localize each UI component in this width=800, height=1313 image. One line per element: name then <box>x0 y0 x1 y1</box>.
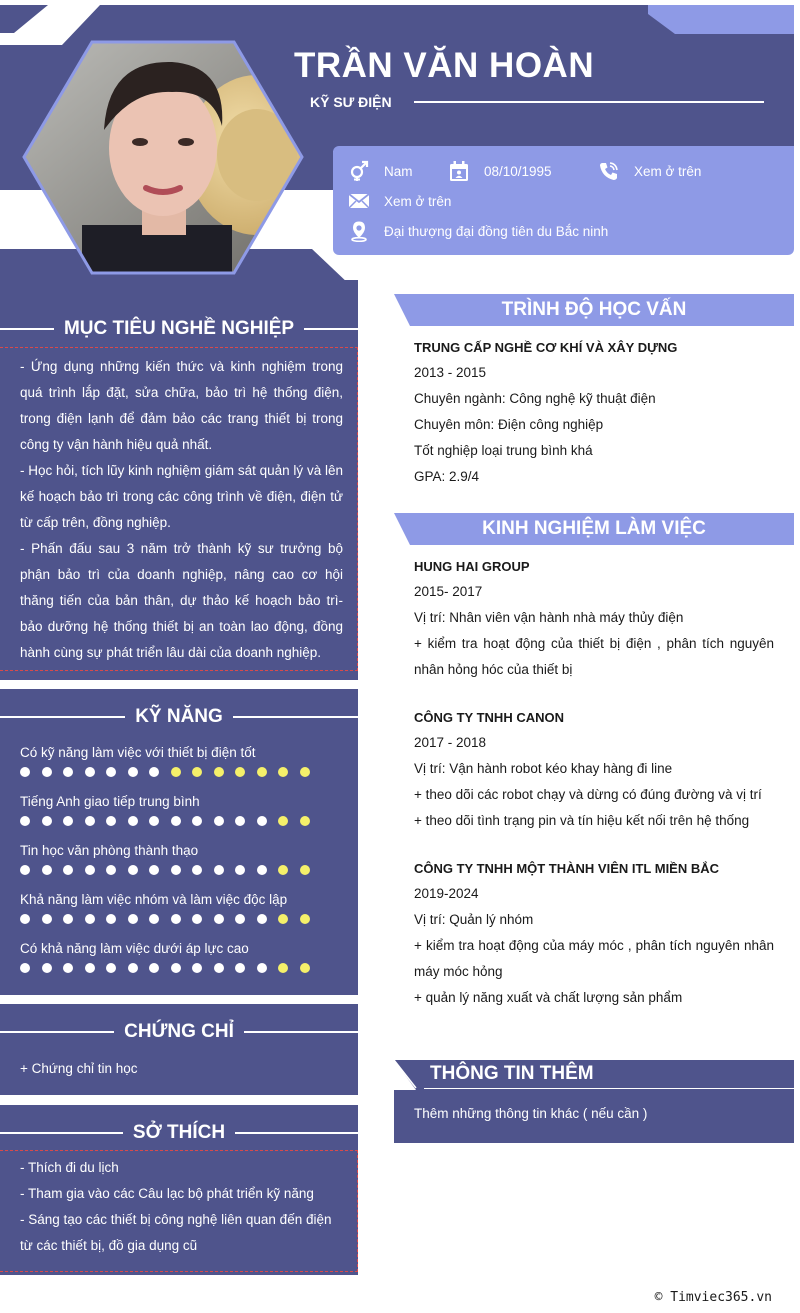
heading-rule <box>0 1132 123 1134</box>
skill-dot-filled <box>149 865 159 875</box>
skill-dot-filled <box>63 963 73 973</box>
skill-dot-filled <box>106 914 116 924</box>
skill-dot-filled <box>42 816 52 826</box>
job-task: + kiểm tra hoạt động của máy móc , phân tích nguyên nhân máy móc hỏng <box>414 938 774 979</box>
skill-dot-filled <box>171 963 181 973</box>
location-icon <box>348 220 370 242</box>
job-company: CÔNG TY TNHH MỘT THÀNH VIÊN ITL MIỀN BẮC <box>414 861 720 876</box>
skill-dot-filled <box>192 816 202 826</box>
hobby-item: - Sáng tạo các thiết bị công nghệ liên quan đến điện từ các thiết bị, đồ gia dụng cũ <box>20 1212 332 1253</box>
hobbies-body <box>0 1150 358 1272</box>
phone-icon <box>598 160 620 182</box>
contact-email-value: Xem ở trên <box>384 193 452 209</box>
skill-dot-filled <box>63 816 73 826</box>
avatar <box>22 40 304 275</box>
skill-dot-filled <box>214 865 224 875</box>
heading-rule <box>235 1132 358 1134</box>
job-period: 2017 - 2018 <box>414 735 487 750</box>
candidate-name: TRẦN VĂN HOÀN <box>294 46 595 85</box>
objective-section <box>0 280 358 680</box>
skill-dot-filled <box>192 865 202 875</box>
skill-dot-empty <box>300 865 310 875</box>
skill-dot-filled <box>20 963 30 973</box>
experience-heading: KINH NGHIỆM LÀM VIỆC <box>482 518 706 539</box>
skill-dot-filled <box>63 767 73 777</box>
calendar-icon <box>448 160 470 182</box>
skill-dot-filled <box>171 914 181 924</box>
job-period: 2015- 2017 <box>414 584 483 599</box>
job-position: Vị trí: Quản lý nhóm <box>414 912 534 927</box>
skill-dot-filled <box>128 914 138 924</box>
skill-dot-filled <box>214 914 224 924</box>
skill-dot-filled <box>257 865 267 875</box>
skill-dot-empty <box>278 816 288 826</box>
skills-heading-row <box>0 695 358 739</box>
skill-dot-empty <box>300 816 310 826</box>
skills-heading: KỸ NĂNG <box>135 706 223 727</box>
hobbies-heading-row <box>0 1111 358 1155</box>
contact-birthday <box>448 160 552 182</box>
skill-dot-filled <box>235 963 245 973</box>
skill-dot-filled <box>257 914 267 924</box>
skill-dot-filled <box>20 767 30 777</box>
certificate-item: + Chứng chỉ tin học <box>20 1061 138 1076</box>
extra-info-rule <box>424 1088 794 1089</box>
skill-dot-empty <box>257 767 267 777</box>
skill-dot-filled <box>20 816 30 826</box>
skill-label: Có kỹ năng làm việc với thiết bị điện tốt <box>20 745 256 760</box>
hobbies-heading: SỞ THÍCH <box>132 1122 226 1143</box>
skill-dot-empty <box>300 767 310 777</box>
skill-label: Tiếng Anh giao tiếp trung bình <box>20 794 200 809</box>
heading-rule <box>233 716 358 718</box>
skill-dot-filled <box>257 816 267 826</box>
objective-paragraph: - Phấn đấu sau 3 năm trở thành kỹ sư trưởng bộ phận bảo trì của doanh nghiệp, nâng cao cơ hội thăng tiến của bản thân, dự thảo kế hoạch bảo trì- bảo dưỡng hệ thống thiết bị an toàn lao động, đồng hành cùng sự phát triển lâu dài của doanh nghiệp. <box>20 541 343 660</box>
objective-body <box>0 347 358 671</box>
job-company: CÔNG TY TNHH CANON <box>414 710 564 725</box>
skill-dot-filled <box>20 865 30 875</box>
skill-dot-filled <box>106 816 116 826</box>
skill-label: Khả năng làm việc nhóm và làm việc độc lập <box>20 892 288 907</box>
skill-dot-filled <box>42 767 52 777</box>
skill-dot-filled <box>128 865 138 875</box>
skill-dot-filled <box>85 963 95 973</box>
education-gpa: GPA: 2.9/4 <box>414 469 480 484</box>
job-position: Vị trí: Nhân viên vận hành nhà máy thủy điện <box>414 610 684 625</box>
experience-heading-bar <box>394 513 794 545</box>
skill-dot-filled <box>106 865 116 875</box>
objective-paragraph: - Học hỏi, tích lũy kinh nghiệm giám sát quản lý và lên kế hoạch bảo trì trong các công trình về điện, điện tử từ cấp trên, đồng nghiệp. <box>20 463 343 530</box>
certificates-section <box>0 1004 358 1095</box>
extra-info-text: Thêm những thông tin khác ( nếu cần ) <box>414 1106 648 1121</box>
certificates-heading: CHỨNG CHỈ <box>124 1021 234 1042</box>
job-task: + theo dõi các robot chạy và dừng có đúng đường và vị trí <box>414 787 762 802</box>
contact-address-value: Đại thượng đại đồng tiên du Bắc ninh <box>384 223 609 239</box>
education-entry <box>414 336 774 490</box>
skill-dot-filled <box>192 914 202 924</box>
skill-dot-filled <box>63 865 73 875</box>
skill-dot-filled <box>42 914 52 924</box>
job-entry <box>414 857 774 1011</box>
objective-heading: MỤC TIÊU NGHỀ NGHIỆP <box>63 318 295 339</box>
skill-dot-filled <box>85 865 95 875</box>
job-period: 2019-2024 <box>414 886 479 901</box>
skill-dot-filled <box>235 816 245 826</box>
certificates-heading-row <box>0 1010 358 1054</box>
skill-dot-filled <box>20 914 30 924</box>
skill-label: Có khả năng làm việc dưới áp lực cao <box>20 941 249 956</box>
job-entry <box>414 555 774 683</box>
job-task: + kiểm tra hoạt động của thiết bị điện , phân tích nguyên nhân hỏng hóc của thiết bị <box>414 636 774 677</box>
skill-dot-filled <box>149 767 159 777</box>
hobby-item: - Thích đi du lịch <box>20 1160 119 1175</box>
skill-dot-empty <box>300 963 310 973</box>
skill-dot-filled <box>85 914 95 924</box>
skill-dot-empty <box>278 963 288 973</box>
contact-phone-value: Xem ở trên <box>634 163 702 179</box>
skill-dot-filled <box>171 816 181 826</box>
heading-rule <box>0 1031 114 1033</box>
contact-birthday-value: 08/10/1995 <box>484 163 552 179</box>
heading-rule <box>0 328 54 330</box>
education-grade: Tốt nghiệp loại trung bình khá <box>414 443 593 458</box>
skill-dot-filled <box>85 767 95 777</box>
skill-dot-empty <box>278 914 288 924</box>
gender-icon <box>348 160 370 182</box>
heading-rule <box>304 328 358 330</box>
job-company: HUNG HAI GROUP <box>414 559 530 574</box>
skill-dot-empty <box>192 767 202 777</box>
education-major: Chuyên ngành: Công nghệ kỹ thuật điện <box>414 391 656 406</box>
job-task: + quản lý năng xuất và chất lượng sản phẩm <box>414 990 683 1005</box>
hobbies-section <box>0 1105 358 1275</box>
skill-dot-empty <box>300 914 310 924</box>
hobby-item: - Tham gia vào các Câu lạc bộ phát triển kỹ năng <box>20 1186 314 1201</box>
skill-dot-filled <box>149 963 159 973</box>
skill-dot-filled <box>257 963 267 973</box>
heading-rule <box>244 1031 358 1033</box>
education-heading: TRÌNH ĐỘ HỌC VẤN <box>501 299 687 320</box>
skill-dot-filled <box>214 816 224 826</box>
skill-dot-filled <box>128 767 138 777</box>
contact-phone <box>598 160 701 182</box>
skill-dot-filled <box>128 963 138 973</box>
skill-dot-filled <box>42 865 52 875</box>
skill-dot-empty <box>235 767 245 777</box>
skill-dot-empty <box>171 767 181 777</box>
skill-dot-empty <box>214 767 224 777</box>
school-name: TRUNG CẤP NGHỀ CƠ KHÍ VÀ XÂY DỰNG <box>414 340 678 355</box>
extra-info-section <box>394 1060 794 1143</box>
skill-dot-empty <box>278 865 288 875</box>
contact-address <box>348 220 608 242</box>
skill-label: Tin học văn phòng thành thạo <box>20 843 199 858</box>
education-specialty: Chuyên môn: Điện công nghiệp <box>414 417 604 432</box>
skill-dot-filled <box>149 914 159 924</box>
job-task: + theo dõi tình trạng pin và tín hiệu kết nối trên hệ thống <box>414 813 750 828</box>
title-divider <box>414 101 764 103</box>
job-entry <box>414 706 774 834</box>
skill-dot-filled <box>85 816 95 826</box>
skill-dot-filled <box>106 963 116 973</box>
skill-dot-filled <box>235 865 245 875</box>
objective-heading-row <box>0 307 358 351</box>
skill-dot-empty <box>278 767 288 777</box>
skill-dot-filled <box>192 963 202 973</box>
skill-dot-filled <box>63 914 73 924</box>
heading-rule <box>0 716 125 718</box>
contact-email <box>348 190 451 212</box>
contact-gender <box>348 160 413 182</box>
job-position: Vị trí: Vận hành robot kéo khay hàng đi line <box>414 761 673 776</box>
email-icon <box>348 190 370 212</box>
skill-dot-filled <box>42 963 52 973</box>
extra-info-heading: THÔNG TIN THÊM <box>430 1063 594 1084</box>
education-period: 2013 - 2015 <box>414 365 487 380</box>
skill-dot-filled <box>149 816 159 826</box>
education-heading-bar <box>394 294 794 326</box>
skill-dot-filled <box>235 914 245 924</box>
job-title: KỸ SƯ ĐIỆN <box>310 94 392 110</box>
skill-dot-filled <box>106 767 116 777</box>
objective-paragraph: - Ứng dụng những kiến thức và kinh nghiệm trong quá trình lắp đặt, sửa chữa, bảo trì hệ thống điện, trong điện lạnh để đảm bảo các trang thiết bị trong công ty vận hành hiệu quả nhất. <box>20 359 343 452</box>
skill-dot-filled <box>128 816 138 826</box>
contact-gender-value: Nam <box>384 163 413 179</box>
footer-credit: © Timviec365.vn <box>654 1290 772 1305</box>
skill-dot-filled <box>171 865 181 875</box>
skill-dot-filled <box>214 963 224 973</box>
